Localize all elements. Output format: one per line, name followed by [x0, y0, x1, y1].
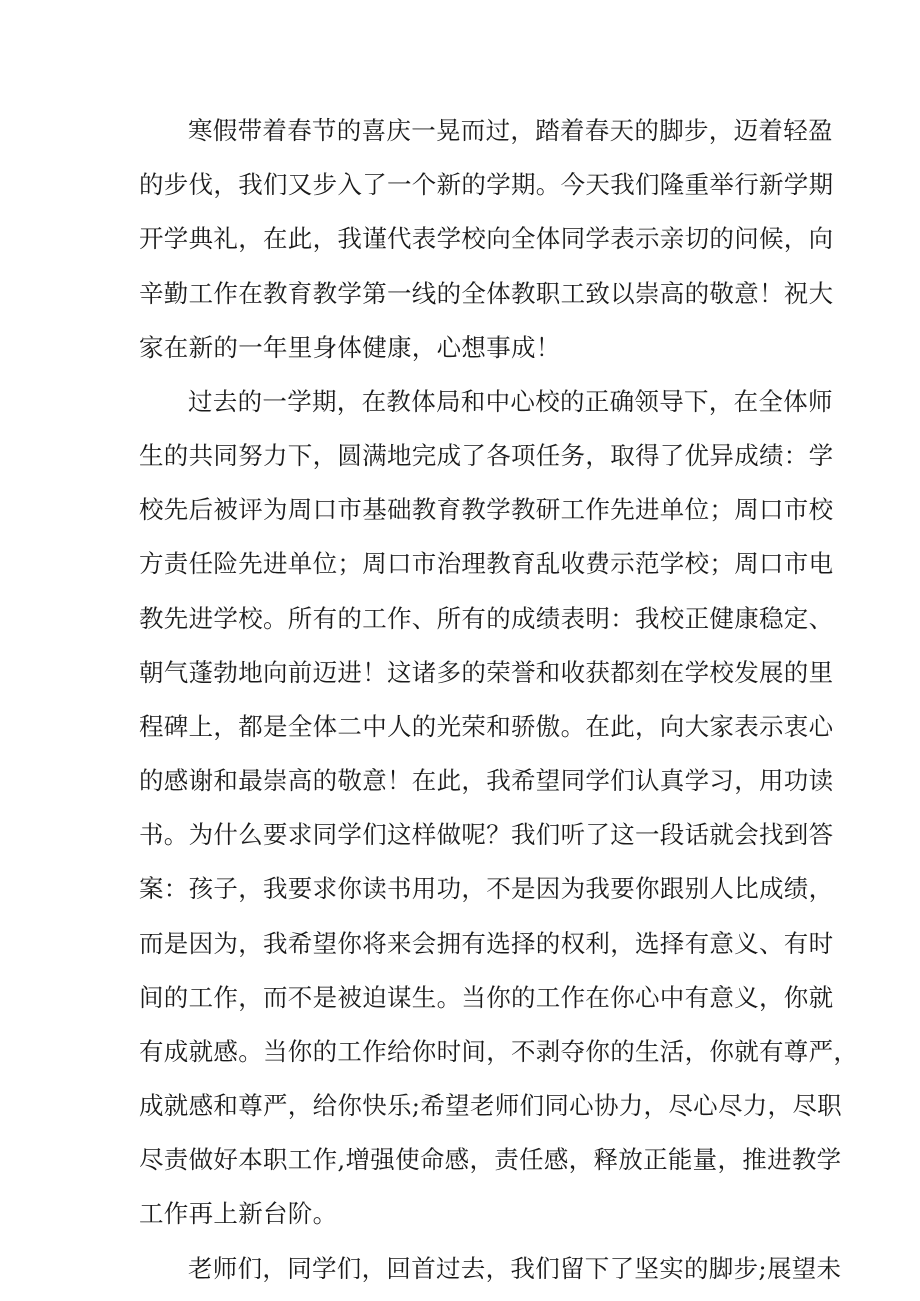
- paragraph-2-line-5: 教先进学校。所有的工作、所有的成绩表明：我校正健康稳定、: [139, 604, 834, 633]
- paragraph-2-line-15: 尽责做好本职工作,增强使命感，责任感，释放正能量，推进教学: [139, 1145, 842, 1174]
- paragraph-1-line-2: 的步伐，我们又步入了一个新的学期。今天我们隆重举行新学期: [139, 170, 834, 199]
- paragraph-2-line-7: 程碑上，都是全体二中人的光荣和骄傲。在此，向大家表示衷心: [139, 712, 834, 741]
- paragraph-2-line-12: 间的工作，而不是被迫谋生。当你的工作在你心中有意义，你就: [139, 983, 834, 1012]
- paragraph-2-line-2: 生的共同努力下，圆满地完成了各项任务，取得了优异成绩：学: [139, 441, 834, 470]
- paragraph-2-line-4: 方责任险先进单位；周口市治理教育乱收费示范学校；周口市电: [139, 549, 834, 578]
- paragraph-2-line-9: 书。为什么要求同学们这样做呢？我们听了这一段话就会找到答: [139, 820, 834, 849]
- paragraph-2-line-13: 有成就感。当你的工作给你时间，不剥夺你的生活，你就有尊严，: [139, 1037, 859, 1066]
- paragraph-1-line-5: 家在新的一年里身体健康，心想事成！: [139, 333, 561, 362]
- paragraph-2-line-1: 过去的一学期，在教体局和中心校的正确领导下，在全体师: [188, 387, 833, 416]
- paragraph-1-line-4: 辛勤工作在教育教学第一线的全体教职工致以崇高的敬意！祝大: [139, 279, 834, 308]
- paragraph-2-line-10: 案：孩子，我要求你读书用功，不是因为我要你跟别人比成绩，: [139, 874, 834, 903]
- paragraph-1-line-3: 开学典礼，在此，我谨代表学校向全体同学表示亲切的问候，向: [139, 224, 834, 253]
- paragraph-2-line-16: 工作再上新台阶。: [139, 1199, 338, 1228]
- paragraph-2-line-14: 成就感和尊严，给你快乐;希望老师们同心协力，尽心尽力，尽职: [139, 1091, 842, 1120]
- paragraph-1-line-1: 寒假带着春节的喜庆一晃而过，踏着春天的脚步，迈着轻盈: [188, 116, 833, 145]
- paragraph-2-line-11: 而是因为，我希望你将来会拥有选择的权利，选择有意义、有时: [139, 929, 834, 958]
- paragraph-3-line-1: 老师们，同学们，回首过去，我们留下了坚实的脚步;展望未: [188, 1254, 842, 1283]
- paragraph-2-line-3: 校先后被评为周口市基础教育教学教研工作先进单位；周口市校: [139, 495, 834, 524]
- paragraph-2-line-6: 朝气蓬勃地向前迈进！这诸多的荣誉和收获都刻在学校发展的里: [139, 658, 834, 687]
- paragraph-2-line-8: 的感谢和最崇高的敬意！在此，我希望同学们认真学习，用功读: [139, 766, 834, 795]
